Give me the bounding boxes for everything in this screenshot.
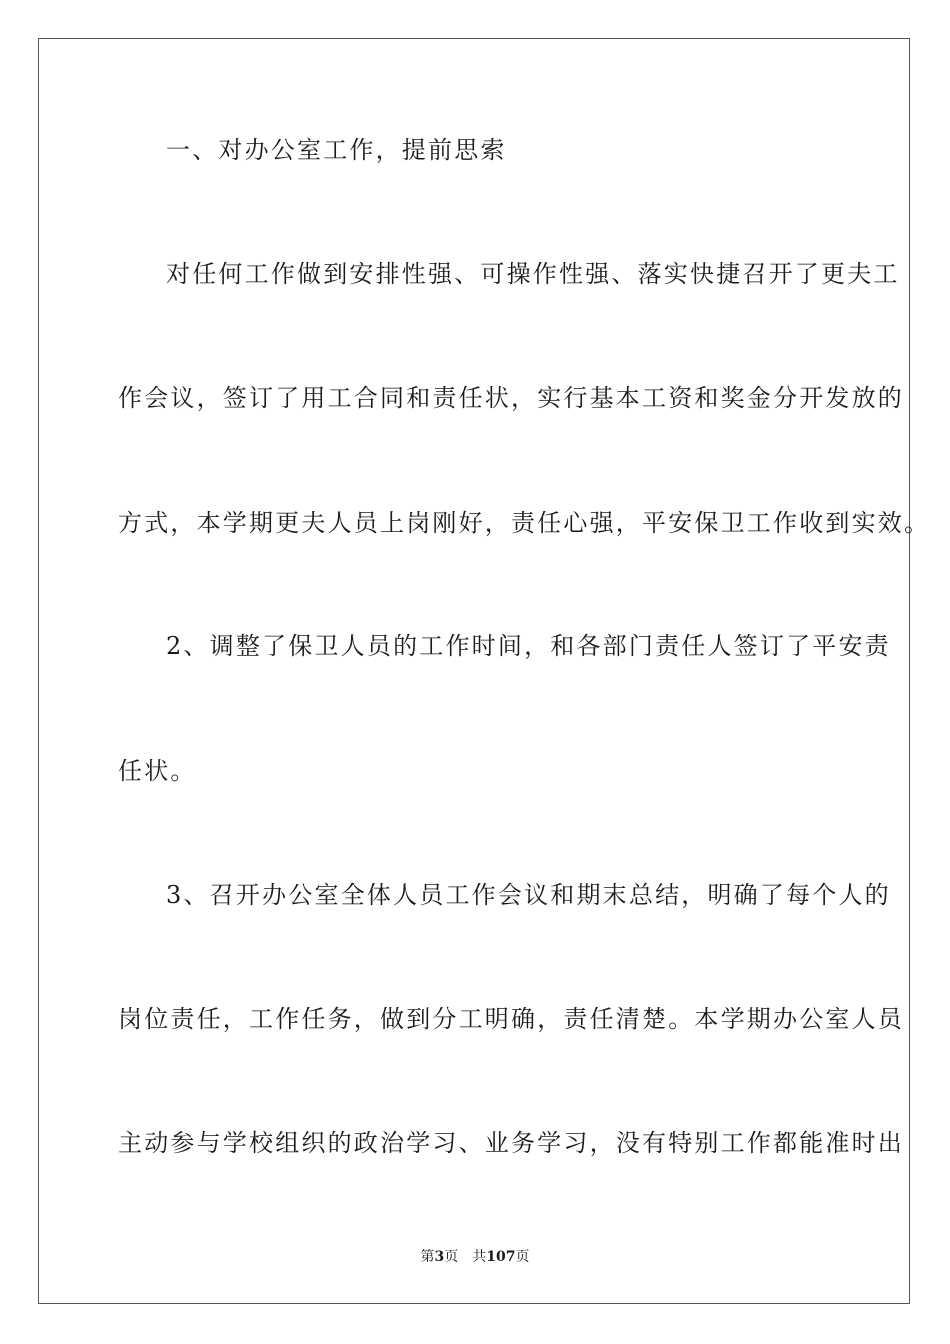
total-suffix: 页 <box>515 1249 530 1265</box>
paragraph-line: 岗位责任，工作任务，做到分工明确，责任清楚。本学期办公室人员 <box>118 1005 904 1033</box>
page-footer <box>0 1247 950 1267</box>
paragraph-line: 2、调整了保卫人员的工作时间，和各部门责任人签订了平安责 <box>166 632 891 660</box>
paragraph-line: 3、召开办公室全体人员工作会议和期末总结，明确了每个人的 <box>166 881 891 909</box>
paragraph-line: 主动参与学校组织的政治学习、业务学习，没有特别工作都能准时出 <box>118 1129 904 1157</box>
page-prefix: 第 <box>420 1249 435 1265</box>
page-number: 3 <box>434 1249 445 1265</box>
total-prefix: 共 <box>472 1249 487 1265</box>
paragraph-line: 作会议，签订了用工合同和责任状，实行基本工资和奖金分开发放的 <box>118 384 904 412</box>
section-heading: 一、对办公室工作，提前思索 <box>166 136 507 164</box>
page-border <box>38 38 931 1304</box>
paragraph-line: 对任何工作做到安排性强、可操作性强、落实快捷召开了更夫工 <box>166 260 900 288</box>
paragraph-line: 任状。 <box>118 757 197 785</box>
paragraph-line: 方式，本学期更夫人员上岗刚好，责任心强，平安保卫工作收到实效。 <box>118 509 931 537</box>
page-suffix: 页 <box>444 1249 459 1265</box>
total-pages: 107 <box>486 1249 516 1265</box>
